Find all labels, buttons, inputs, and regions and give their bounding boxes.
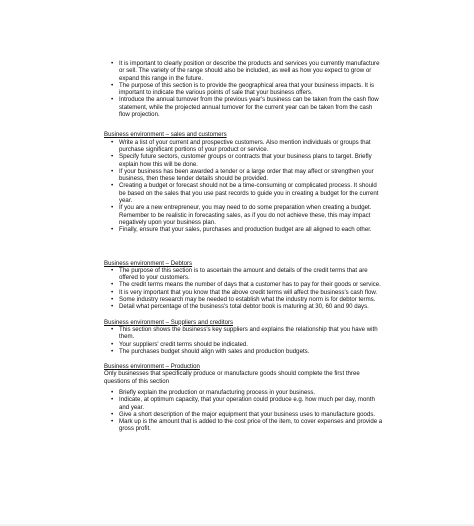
section-heading-sales: Business environment – sales and customers	[104, 131, 227, 139]
list-item: • Your suppliers' credit terms should be indicated.	[104, 341, 384, 348]
list-item: • If your business has been awarded a tender or a large order that may affect or strengthen your business, then these tender details should be provided.	[104, 168, 384, 183]
suppliers-bullet-list	[104, 326, 384, 355]
list-item: • Some industry research may be needed to establish what the industry norm is for debtor terms.	[104, 296, 384, 303]
list-item: • The credit terms means the number of days that a customer has to pay for their goods or service.	[104, 281, 384, 288]
intro-bullet-list	[104, 60, 384, 118]
list-item: • It is very important that you know that the above credit terms will affect the business's cash flow.	[104, 289, 384, 296]
production-intro-text: Only businesses that specifically produce or manufacture goods should complete the first three questions of this section	[104, 370, 360, 385]
list-item: • Mark up is the amount that is added to the cost price of the item, to cover expenses and provide a gross profit.	[104, 418, 384, 433]
section-heading-production: Business environment – Production	[104, 363, 200, 371]
document-body	[104, 60, 384, 433]
debtors-bullet-list	[104, 267, 384, 311]
section-heading-debtors: Business environment – Debtors	[104, 259, 193, 267]
list-item: • Detail what percentage of the business's total debtor book is maturing at 30, 60 and 90 days.	[104, 303, 384, 310]
sales-bullet-list	[104, 139, 384, 234]
list-item: • Specify future sectors, customer groups or contracts that your business plans to target. Briefly explain how this will be done.	[104, 153, 384, 168]
list-item: • Briefly explain the production or manufacturing process in your business.	[104, 389, 384, 396]
list-item: • Introduce the annual turnover from the previous year's business can be taken from the cash flow statement, while the projected annual turnover for the current year can be taken from the cash flow projection.	[104, 96, 384, 118]
list-item: • The purpose of this section is to provide the geographical area that your business impacts. It is important to indicate the various points of sale that your business offers.	[104, 82, 384, 97]
list-item: • The purchases budget should align with sales and production budgets.	[104, 348, 384, 355]
section-heading-suppliers: Business environment – Suppliers and creditors	[104, 318, 234, 326]
list-item: • Give a short description of the major equipment that your business uses to manufacture goods.	[104, 411, 384, 418]
list-item: • This section shows the business's key suppliers and explains the relationship that you have with them.	[104, 326, 384, 341]
list-item: • It is important to clearly position or describe the products and services you currently manufacture or sell. The variety of the range should also be included, as well as how you expect to grow or expand this range in the future.	[104, 60, 384, 82]
list-item: • If you are a new entrepreneur, you may need to do some preparation when creating a budget. Remember to be realistic in forecasting sales, as if you do not achieve these, this may impact negatively upon your business plan.	[104, 204, 384, 226]
list-item: • Creating a budget or forecast should not be a time-consuming or complicated process. It should be based on the sales that you use past records to guide you in creating a budget for the current year.	[104, 182, 384, 204]
list-item: • Write a list of your current and prospective customers. Also mention individuals or groups that purchase significant portions of your product or service.	[104, 139, 384, 154]
production-bullet-list	[104, 389, 384, 433]
list-item: • Finally, ensure that your sales, purchases and production budget are all aligned to each other.	[104, 226, 384, 233]
list-item: • Indicate, at optimum capacity, that your operation could produce e.g. how much per day, month and year.	[104, 396, 384, 411]
list-item: • The purpose of this section is to ascertain the amount and details of the credit terms that are offered to your customers.	[104, 267, 384, 282]
